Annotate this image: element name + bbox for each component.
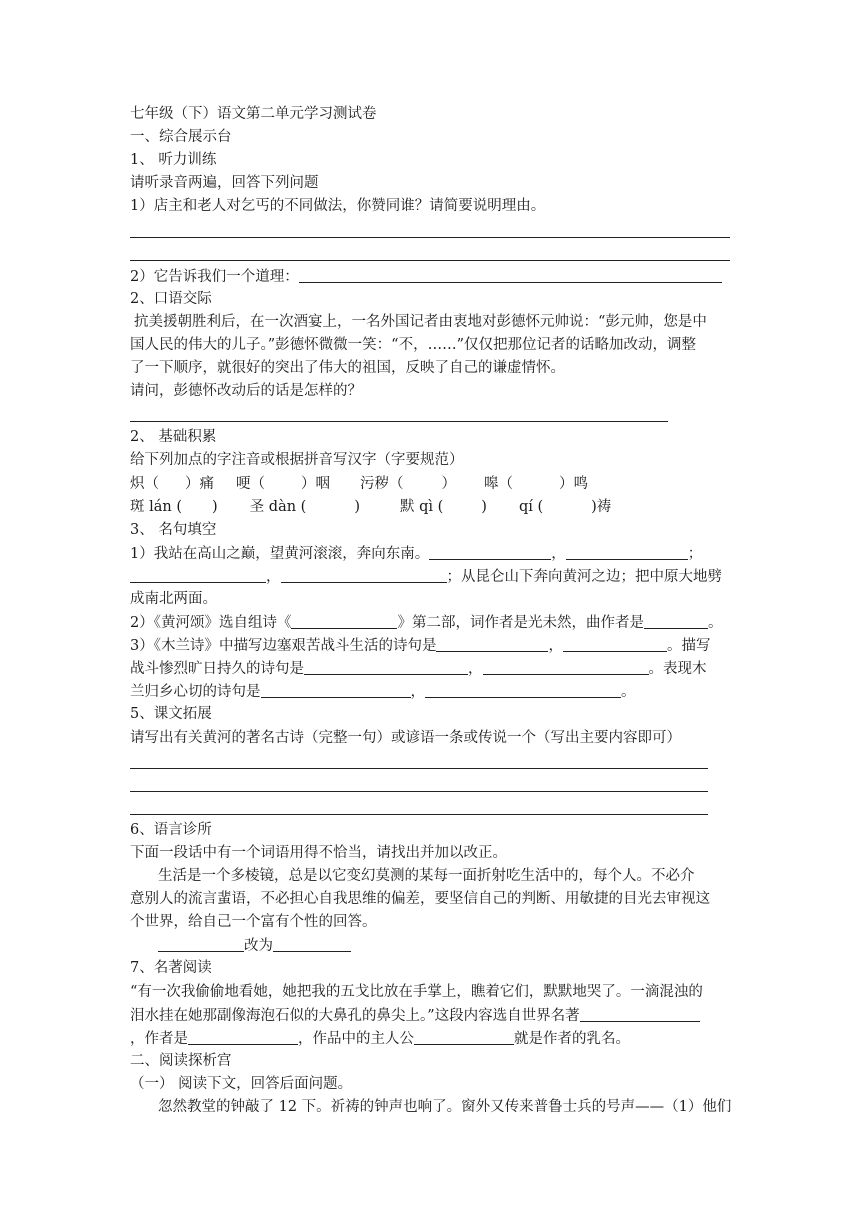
answer-blank[interactable] [563, 636, 667, 652]
answer-line[interactable] [130, 218, 730, 241]
q3-instruction: 给下列加点的字注音或根据拼音写汉字（字要规范） [130, 452, 464, 469]
answer-blank[interactable] [483, 659, 649, 675]
q4-text: 》第二部，词作者是光未然，曲作者是 [397, 615, 644, 632]
pinyin-item: qí ( [518, 498, 544, 515]
section-two-heading: 二、阅读探析宫 [130, 1052, 232, 1069]
answer-line[interactable] [130, 750, 708, 773]
pinyin-item: )祷 [591, 498, 612, 515]
q4-line1: 1）我站在高山之巅，望黄河滚滚，奔向东南。 ， ； [130, 545, 703, 562]
q7-paragraph-line [130, 1004, 730, 1027]
answer-line[interactable] [130, 773, 708, 796]
q7-text: 就是作者的乳名。 [514, 1030, 630, 1047]
pinyin-item: ) [481, 498, 487, 515]
q4-text: 兰归乡心切的诗句是 [130, 684, 261, 701]
q4-line4: 2）《黄河颂》选自组诗《 》第二部，词作者是光未然，曲作者是 。 [130, 615, 723, 632]
q1-instruction: 请听录音两遍，回答下列问题 [130, 175, 319, 192]
q6-heading: 6、语言诊所 [130, 821, 212, 838]
pinyin-item: ）痛 [185, 475, 214, 492]
exam-title: 七年级（下）语文第二单元学习测试卷 [130, 106, 377, 122]
answer-line[interactable] [130, 403, 668, 426]
q3-row2 [130, 496, 730, 519]
q7-paragraph-line [130, 1027, 730, 1050]
answer-blank[interactable] [299, 267, 722, 283]
reading-one-heading: （一） 阅读下文，回答后面问题。 [130, 1075, 353, 1092]
answer-blank[interactable] [130, 567, 266, 583]
answer-line[interactable] [130, 242, 730, 265]
q2-paragraph-line: 了一下顺序，就很好的突出了伟大的祖国，反映了自己的谦虚情怀。 [130, 360, 565, 377]
pinyin-item: ）咽 [301, 475, 330, 492]
answer-blank[interactable] [261, 682, 411, 698]
pinyin-item: ) [212, 498, 218, 515]
q1-heading: 1、 听力训练 [130, 152, 217, 169]
q4-text: 1）我站在高山之巅，望黄河滚滚，奔向东南。 [130, 545, 430, 562]
q6-change-label: 改为 [244, 938, 273, 955]
q4-text: 战斗惨烈旷日持久的诗句是 [130, 661, 304, 678]
q1-part2: 2）它告诉我们一个道理： [130, 268, 299, 285]
pinyin-item: 嗥（ [484, 475, 513, 492]
q7-text: ，作品中的主人公 [298, 1030, 414, 1047]
q4-text: 。描写 [666, 638, 711, 655]
pinyin-item: ）鸣 [559, 475, 588, 492]
q7-heading: 7、名著阅读 [130, 960, 212, 977]
q1-part2-line [130, 265, 730, 288]
answer-blank[interactable] [273, 936, 351, 952]
answer-blank[interactable] [188, 1029, 298, 1045]
q6-instruction: 下面一段话中有一个词语用得不恰当，请找出并加以改正。 [130, 845, 507, 861]
q4-line3: 成南北两面。 [130, 590, 217, 607]
q4-text: 。表现木 [648, 661, 707, 678]
pinyin-item: 圣 dàn ( [249, 498, 307, 515]
q7-text: ，作者是 [130, 1030, 188, 1047]
q4-text: 3）《木兰诗》中描写边塞艰苦战斗生活的诗句是 [130, 638, 437, 655]
q5-instruction: 请写出有关黄河的著名古诗（完整一句）或谚语一条或传说一个（写出主要内容即可） [130, 729, 681, 746]
answer-blank[interactable] [414, 1029, 514, 1045]
pinyin-item: 哽（ [236, 475, 265, 492]
q3-row1 [130, 473, 730, 496]
reading-one-paragraph-line: 忽然教堂的钟敲了 12 下。祈祷的钟声也响了。窗外又传来普鲁士兵的号声——（1）他们 [158, 1099, 732, 1116]
pinyin-item: ） [441, 475, 456, 492]
pinyin-item: 斑 lán ( [130, 498, 182, 515]
answer-blank[interactable] [425, 682, 621, 698]
q1-part1: 1）店主和老人对乞丐的不同做法，你赞同谁？请简要说明理由。 [130, 198, 546, 215]
answer-blank[interactable] [566, 544, 688, 560]
q4-line5: 3）《木兰诗》中描写边塞艰苦战斗生活的诗句是 ， 。描写 [130, 638, 711, 655]
pinyin-item: 炽（ [130, 475, 159, 492]
q4-line7: 兰归乡心切的诗句是 ， 。 [130, 684, 636, 701]
q6-answer-line [130, 934, 730, 957]
answer-blank[interactable] [580, 1006, 700, 1022]
q2-question: 请问，彭德怀改动后的话是怎样的？ [130, 383, 362, 400]
q4-text: ；从昆仑山下奔向黄河之边；把中原大地劈 [446, 568, 722, 585]
q2-paragraph-line: 抗美援朝胜利后，在一次酒宴上，一名外国记者由衷地对彭德怀元帅说：“彭元帅，您是中 [134, 313, 707, 330]
q3-heading: 2、 基础积累 [130, 429, 217, 446]
answer-blank[interactable] [429, 544, 551, 560]
q4-heading: 3、 名句填空 [130, 521, 217, 538]
answer-blank[interactable] [304, 659, 468, 675]
q6-paragraph-line: 个世界，给自己一个富有个性的回答。 [130, 914, 377, 931]
q7-paragraph-line: “有一次我偷偷地看她，她把我的五戈比放在手掌上，瞧着它们，默默地哭了。一滴混浊的 [130, 983, 703, 1000]
q6-paragraph-line: 意别人的流言蜚语，不必担心自我思维的偏差，要坚信自己的判断、用敏捷的目光去审视这 [130, 891, 710, 908]
section-one-heading: 一、综合展示台 [130, 129, 232, 146]
answer-blank[interactable] [158, 936, 244, 952]
answer-blank[interactable] [644, 613, 708, 629]
answer-blank[interactable] [291, 613, 397, 629]
q6-paragraph-line: 生活是一个多棱镜，总是以它变幻莫测的某每一面折射吃生活中的，每个人。不必介 [158, 868, 695, 885]
answer-blank[interactable] [281, 567, 447, 583]
pinyin-item: 污秽（ [360, 475, 404, 492]
q4-line6: 战斗惨烈旷日持久的诗句是 ， 。表现木 [130, 661, 707, 678]
pinyin-item: 默 qì ( [399, 498, 444, 515]
q2-heading: 2、口语交际 [130, 290, 212, 307]
q5-heading: 5、课文拓展 [130, 706, 212, 723]
q4-line2: ， ；从昆仑山下奔向黄河之边；把中原大地劈 [130, 565, 730, 588]
q4-text: 2）《黄河颂》选自组诗《 [130, 615, 292, 632]
q2-paragraph-line: 国人民的伟大的儿子。”彭德怀微微一笑：“不，……”仅仅把那位记者的话略加改动，调整 [130, 336, 696, 353]
exam-page [130, 103, 730, 1119]
answer-line[interactable] [130, 796, 708, 819]
pinyin-item: ) [354, 498, 360, 515]
q7-text: 泪水挂在她那副像海泡石似的大鼻孔的鼻尖上。”这段内容选自世界名著 [130, 1007, 580, 1024]
answer-blank[interactable] [436, 636, 548, 652]
